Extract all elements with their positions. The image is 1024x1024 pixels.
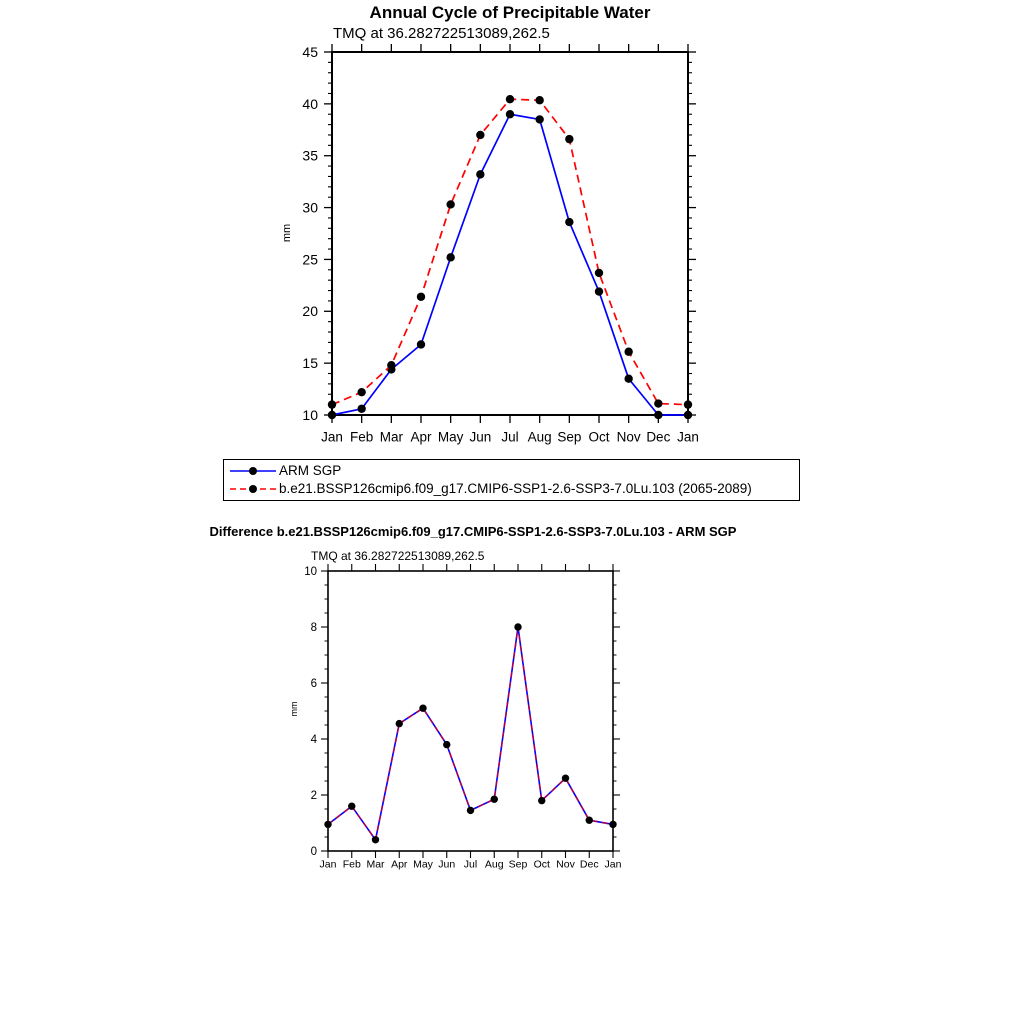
top-data-point-marker — [654, 399, 662, 407]
bottom-data-point-marker — [372, 836, 379, 843]
top-x-tick-label: Dec — [646, 429, 671, 445]
bottom-data-point-marker — [443, 741, 450, 748]
legend-line-sample-blue-solid — [229, 465, 277, 477]
bottom-y-tick-label: 10 — [304, 566, 317, 579]
top-x-tick-label: Sep — [557, 429, 582, 445]
top-data-point-marker — [417, 340, 425, 348]
bottom-chart-title: Difference b.e21.BSSP126cmip6.f09_g17.CMIP6-SSP1-2.6-SSP3-7.0Lu.103 - ARM SGP — [209, 524, 737, 539]
bottom-x-tick-label: Aug — [484, 858, 504, 871]
top-chart-subtitle: TMQ at 36.282722513089,262.5 — [333, 25, 550, 42]
top-data-point-marker — [446, 200, 454, 208]
top-x-tick-label: Feb — [350, 429, 374, 445]
legend-entry-model — [229, 482, 799, 496]
top-x-tick-label: Jan — [321, 429, 343, 445]
bottom-y-tick-label: 2 — [310, 790, 317, 803]
bottom-chart-y-axis-label: mm — [289, 701, 299, 717]
legend-marker-dot — [249, 467, 257, 475]
bottom-data-point-marker — [586, 817, 593, 824]
top-x-tick-label: Oct — [588, 429, 610, 445]
top-y-tick-label: 35 — [302, 147, 318, 164]
top-data-point-marker — [595, 287, 603, 295]
top-data-point-marker — [565, 135, 573, 143]
top-chart-title: Annual Cycle of Precipitable Water — [369, 3, 651, 22]
top-data-point-marker — [357, 388, 365, 396]
bottom-x-tick-label: Jan — [604, 858, 622, 871]
top-data-point-marker — [476, 170, 484, 178]
top-x-tick-label: Aug — [527, 429, 552, 445]
top-x-tick-label: Apr — [410, 429, 432, 445]
top-data-point-marker — [387, 361, 395, 369]
top-x-tick-label: May — [437, 429, 464, 445]
bottom-chart-subtitle: TMQ at 36.282722513089,262.5 — [311, 549, 485, 563]
bottom-x-tick-label: Dec — [579, 858, 599, 871]
top-data-point-marker — [535, 115, 543, 123]
bottom-data-point-marker — [324, 821, 331, 828]
bottom-x-tick-label: May — [413, 858, 433, 871]
top-y-tick-label: 45 — [302, 43, 318, 60]
top-x-tick-label: Jan — [677, 429, 699, 445]
top-data-point-marker — [624, 348, 632, 356]
bottom-data-point-marker — [396, 720, 403, 727]
top-series-line-1 — [332, 99, 688, 404]
top-x-tick-label: Nov — [616, 429, 641, 445]
legend-marker-dot — [249, 485, 257, 493]
legend-label-model: b.e21.BSSP126cmip6.f09_g17.CMIP6-SSP1-2.6-SSP3-7.0Lu.103 (2065-2089) — [279, 481, 752, 497]
bottom-x-tick-label: Oct — [533, 858, 550, 871]
bottom-y-tick-label: 4 — [310, 734, 317, 747]
bottom-y-tick-label: 6 — [310, 678, 317, 691]
legend-label-arm-sgp: ARM SGP — [279, 463, 342, 479]
top-data-point-marker — [624, 375, 632, 383]
bottom-data-point-marker — [467, 807, 474, 814]
bottom-data-point-marker — [538, 797, 545, 804]
bottom-y-tick-label: 0 — [310, 846, 317, 859]
top-data-point-marker — [506, 95, 514, 103]
bottom-x-tick-label: Jun — [438, 858, 456, 871]
top-chart-y-axis-label: mm — [281, 223, 293, 243]
top-data-point-marker — [654, 411, 662, 419]
bottom-data-point-marker — [348, 803, 355, 810]
bottom-data-point-marker — [609, 821, 616, 828]
bottom-data-point-marker — [491, 796, 498, 803]
top-x-tick-label: Jul — [501, 429, 519, 445]
bottom-x-tick-label: Feb — [342, 858, 361, 871]
top-data-point-marker — [357, 405, 365, 413]
top-data-point-marker — [417, 293, 425, 301]
top-y-tick-label: 15 — [302, 355, 318, 372]
top-data-point-marker — [535, 96, 543, 104]
top-y-tick-label: 40 — [302, 95, 318, 112]
bottom-x-tick-label: Apr — [391, 858, 408, 871]
bottom-data-point-marker — [419, 705, 426, 712]
top-data-point-marker — [506, 110, 514, 118]
top-data-point-marker — [565, 218, 573, 226]
bottom-data-point-marker — [562, 775, 569, 782]
top-data-point-marker — [476, 131, 484, 139]
top-x-tick-label: Mar — [379, 429, 403, 445]
bottom-x-tick-label: Jul — [463, 858, 478, 871]
top-data-point-marker — [446, 253, 454, 261]
top-y-tick-label: 30 — [302, 199, 318, 216]
bottom-x-tick-label: Nov — [556, 858, 575, 871]
top-y-tick-label: 25 — [302, 251, 318, 268]
top-data-point-marker — [684, 400, 692, 408]
top-series-line-0 — [332, 114, 688, 415]
legend-entry-arm-sgp — [229, 464, 799, 478]
top-data-point-marker — [595, 269, 603, 277]
top-data-point-marker — [328, 400, 336, 408]
top-data-point-marker — [684, 411, 692, 419]
legend-line-sample-red-dashed — [229, 483, 277, 495]
bottom-x-tick-label: Sep — [508, 858, 528, 871]
bottom-data-point-marker — [514, 623, 521, 630]
bottom-x-tick-label: Mar — [366, 858, 385, 871]
bottom-y-tick-label: 8 — [310, 622, 317, 635]
top-x-tick-label: Jun — [469, 429, 492, 445]
legend-box — [223, 459, 800, 501]
top-y-tick-label: 20 — [302, 303, 318, 320]
top-data-point-marker — [328, 411, 336, 419]
bottom-x-tick-label: Jan — [319, 858, 337, 871]
top-y-tick-label: 10 — [302, 406, 318, 423]
